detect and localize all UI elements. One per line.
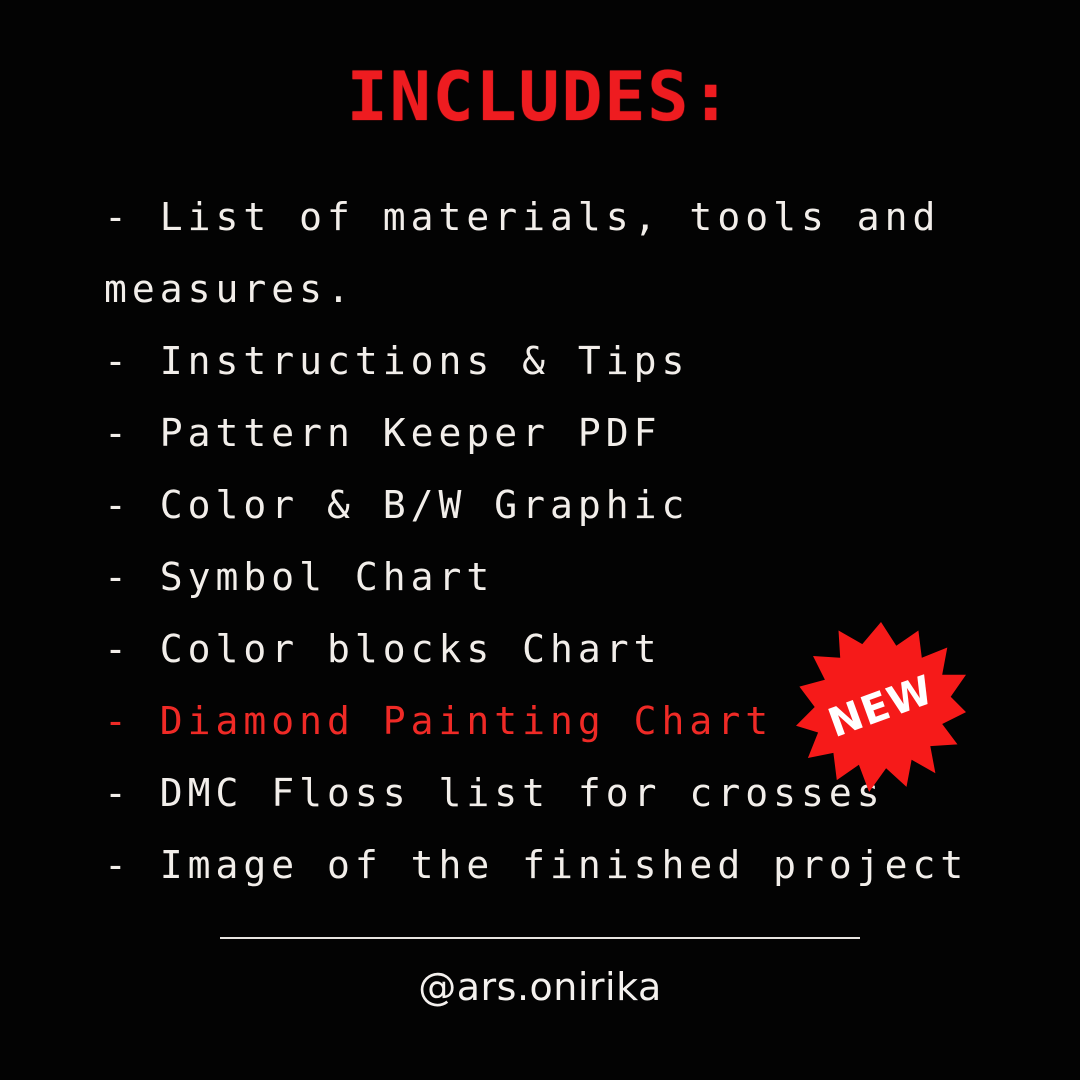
list-item-highlighted: - Diamond Painting Chart [104,699,774,743]
new-badge-label: NEW [822,666,940,748]
includes-list [0,181,1080,901]
new-badge [796,622,966,792]
page-title: INCLUDES: [346,58,734,137]
list-item: - Instructions & Tips [104,339,690,383]
list-item: - Symbol Chart [104,555,495,599]
list-item: - Pattern Keeper PDF [104,411,662,455]
divider [220,937,860,939]
account-handle: @ars.onirika [418,965,662,1009]
list-item: - List of materials, tools and measures. [104,195,969,311]
list-item: - Image of the finished project [104,843,969,887]
list-item: - Color & B/W Graphic [104,483,690,527]
list-item: - DMC Floss list for crosses [104,771,885,815]
list-item: - Color blocks Chart [104,627,662,671]
